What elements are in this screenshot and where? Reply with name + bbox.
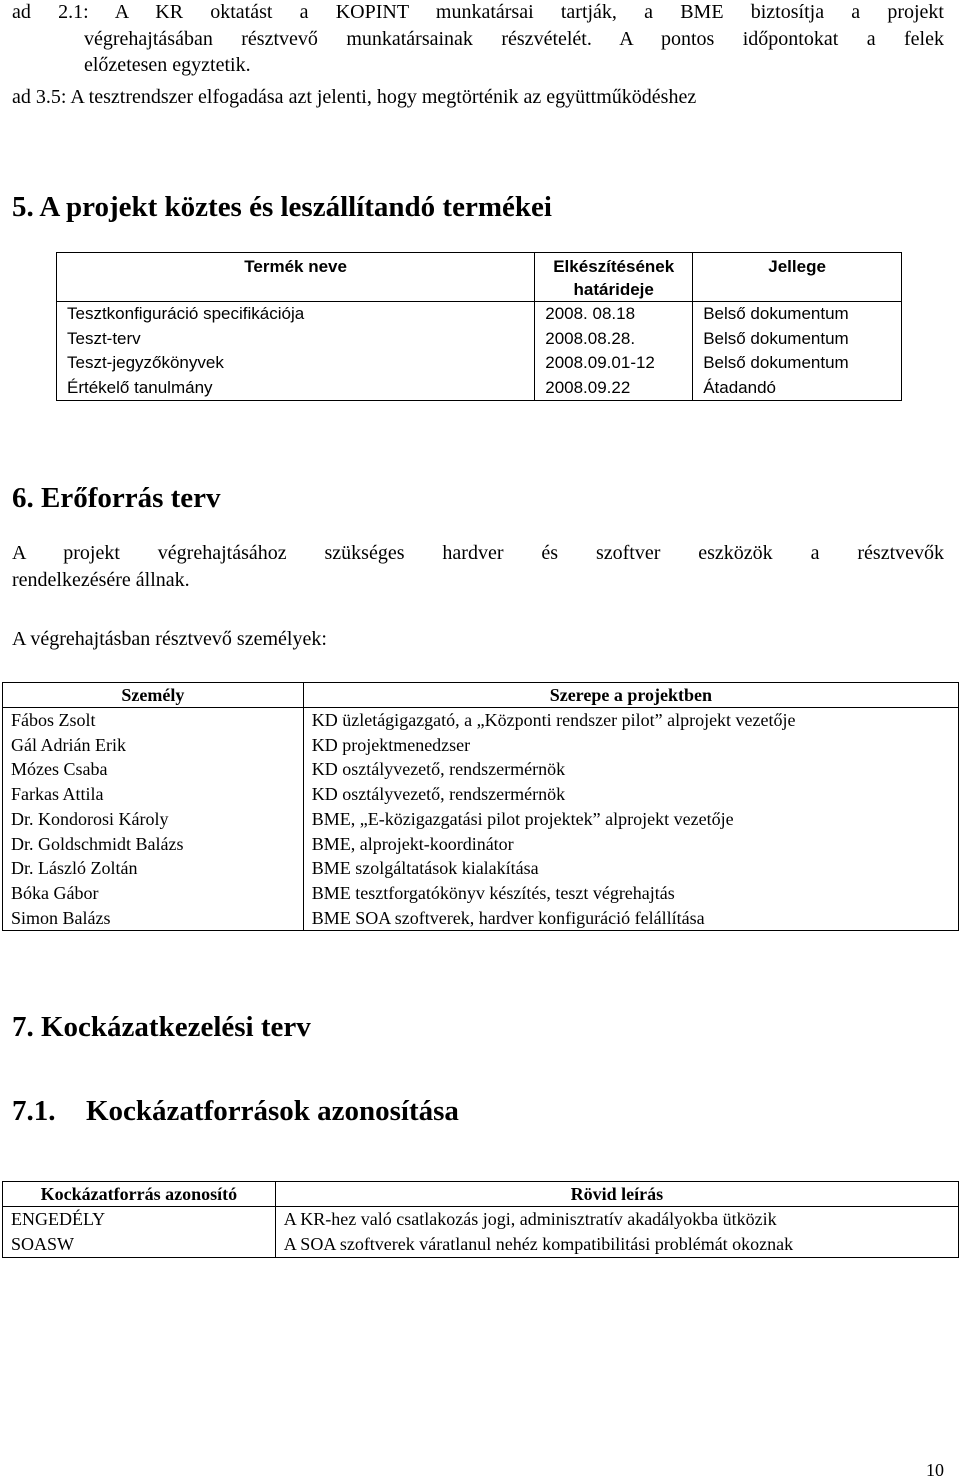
section-6-para-line-1: A projekt végrehajtásához szükséges hardver és szoftver eszközök a résztvevők [12,542,944,564]
table-cell: Mózes Csaba [3,757,304,782]
table-cell: A SOA szoftverek váratlanul nehéz kompatibilitási problémát okoznak [275,1232,958,1258]
section-6-title: 6. Erőforrás terv [12,482,221,514]
section-7-title: 7. Kockázatkezelési terv [12,1011,311,1043]
table-cell: BME SOA szoftverek, hardver konfiguráció felállítása [303,906,958,931]
table-row [57,351,902,376]
section-7-1-number: 7.1. [12,1095,56,1127]
table-header-row [3,1182,959,1207]
col-header-type: Jellege [693,253,902,302]
col-header-description: Rövid leírás [275,1182,958,1207]
table-row [3,906,959,931]
people-table [2,682,959,931]
table-cell: A KR-hez való csatlakozás jogi, adminisztratív akadályokba ütközik [275,1207,958,1233]
table-cell: Fábos Zsolt [3,708,304,733]
risk-sources-table [2,1181,959,1258]
table-cell: Tesztkonfiguráció specifikációja [57,302,535,327]
table-cell: BME, alprojekt-koordinátor [303,832,958,857]
table-row [3,832,959,857]
intro-line-4: ad 3.5: A tesztrendszer elfogadása azt jelenti, hogy megtörténik az együttműködéshez [12,86,697,108]
table-row [57,302,902,327]
col-header-risk-id: Kockázatforrás azonosító [3,1182,276,1207]
table-cell: Farkas Attila [3,782,304,807]
table-row [3,807,959,832]
table-cell: 2008. 08.18 [535,302,693,327]
table-cell: BME szolgáltatások kialakítása [303,856,958,881]
table-cell: Dr. Kondorosi Károly [3,807,304,832]
table-cell: Simon Balázs [3,906,304,931]
section-5-title: 5. A projekt köztes és leszállítandó termékei [12,191,552,223]
col-header-person: Személy [3,683,304,708]
table-row [57,376,902,401]
intro-line-1: ad 2.1: A KR oktatást a KOPINT munkatársai tartják, a BME biztosítja a projekt [12,1,944,23]
table-cell: ENGEDÉLY [3,1207,276,1233]
table-cell: KD osztályvezető, rendszermérnök [303,757,958,782]
table-cell: BME tesztforgatókönyv készítés, teszt végrehajtás [303,881,958,906]
table-cell: 2008.09.22 [535,376,693,401]
table-row [57,327,902,352]
col-header-role: Szerepe a projektben [303,683,958,708]
table-cell: Teszt-terv [57,327,535,352]
table-cell: Belső dokumentum [693,327,902,352]
page-number: 10 [926,1460,944,1480]
table-cell: Dr. Goldschmidt Balázs [3,832,304,857]
table-row [3,733,959,758]
table-cell: Dr. László Zoltán [3,856,304,881]
table-header-row [57,253,902,302]
table-cell: Belső dokumentum [693,302,902,327]
table-row [3,1207,959,1233]
table-cell: KD osztályvezető, rendszermérnök [303,782,958,807]
table-row [3,782,959,807]
table-cell: KD üzletágigazgató, a „Központi rendszer pilot” alprojekt vezetője [303,708,958,733]
table-row [3,1232,959,1258]
intro-line-2: végrehajtásában résztvevő munkatársainak részvételét. A pontos időpontokat a felek [84,28,944,50]
table-cell: BME, „E-közigazgatási pilot projektek” alprojekt vezetője [303,807,958,832]
section-6-para-line-2: rendelkezésére állnak. [12,569,190,591]
table-cell: Gál Adrián Erik [3,733,304,758]
table-cell: SOASW [3,1232,276,1258]
products-table [56,252,902,401]
intro-line-3: előzetesen egyztetik. [84,54,251,76]
table-row [3,708,959,733]
table-cell: Értékelő tanulmány [57,376,535,401]
table-cell: Bóka Gábor [3,881,304,906]
table-cell: 2008.08.28. [535,327,693,352]
table-cell: Belső dokumentum [693,351,902,376]
col-header-product: Termék neve [57,253,535,302]
col-header-deadline: Elkészítésének határideje [535,253,693,302]
table-cell: KD projektmenedzser [303,733,958,758]
table-header-row [3,683,959,708]
people-intro: A végrehajtásban résztvevő személyek: [12,628,327,650]
table-row [3,757,959,782]
table-row [3,881,959,906]
table-cell: Átadandó [693,376,902,401]
table-row [3,856,959,881]
table-cell: Teszt-jegyzőkönyvek [57,351,535,376]
section-7-1-title: Kockázatforrások azonosítása [86,1095,459,1127]
table-cell: 2008.09.01-12 [535,351,693,376]
